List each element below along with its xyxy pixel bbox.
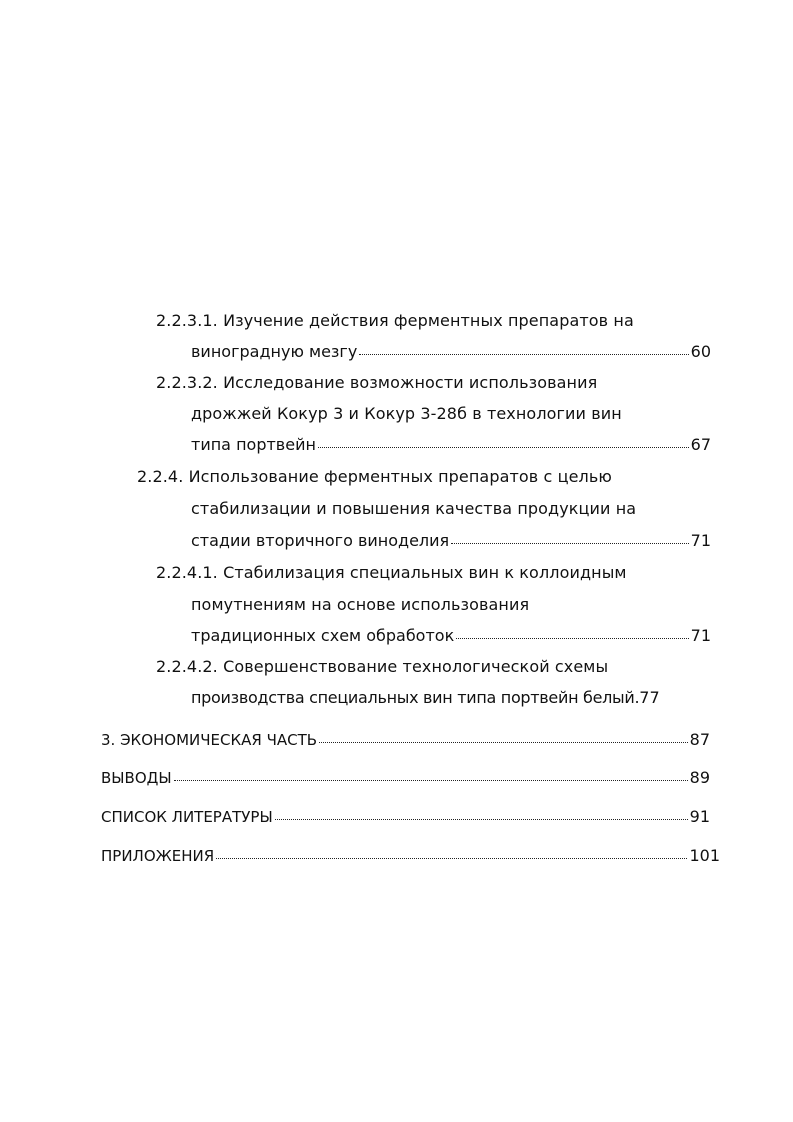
dot-leader [456, 627, 688, 641]
toc-number: 2.2.4.1. [156, 563, 218, 582]
toc-title-line: ВЫВОДЫ [101, 769, 172, 787]
dot-leader [451, 532, 688, 546]
dot-leader [216, 847, 687, 861]
dot-leader [318, 436, 689, 450]
toc-title-line: виноградную мезгу [191, 342, 358, 361]
toc-entry-last-line [101, 845, 720, 867]
toc-title-line: традиционных схем обработок [191, 626, 455, 645]
dot-leader [319, 731, 688, 745]
toc-entry-last-line [101, 767, 710, 789]
toc-title-line: типа портвейн [191, 435, 316, 454]
toc-number: 2.2.3.1. [156, 311, 218, 330]
toc-page-number: 67 [690, 435, 711, 454]
toc-entry-last-line [101, 729, 710, 751]
toc-page-number: 91 [689, 807, 710, 826]
toc-title-line: помутнениям на основе использования [191, 595, 530, 614]
toc-page-number: 89 [689, 768, 710, 787]
toc-page-number: 77 [639, 688, 660, 707]
toc-page-number: 71 [690, 531, 711, 550]
toc-page-number: 71 [690, 626, 711, 645]
toc-number: 2.2.4. [137, 467, 184, 486]
dot-leader [174, 769, 688, 783]
toc-title-line: стабилизации и повышения качества продукции на [191, 499, 637, 518]
dot-leader [359, 343, 688, 357]
toc-page-number: 87 [689, 730, 710, 749]
toc-entry-last-line [191, 625, 711, 647]
toc-title-line: 3. ЭКОНОМИЧЕСКАЯ ЧАСТЬ [101, 731, 318, 749]
toc-title-line: Совершенствование технологической схемы [223, 657, 609, 676]
toc-title-line: Использование ферментных препаратов с целью [188, 467, 612, 486]
toc-entry-number [156, 656, 608, 678]
toc-entry-last-line [191, 687, 711, 709]
toc-entry-last-line [191, 341, 711, 363]
toc-entry-number [156, 562, 627, 584]
toc-title-line: стадии вторичного виноделия [191, 531, 450, 550]
toc-title-line: Исследование возможности использования [223, 373, 598, 392]
toc-title-line: дрожжей Кокур 3 и Кокур 3-28б в технологии вин [191, 404, 622, 423]
toc-entry-last-line [191, 530, 711, 552]
toc-entry-last-line [191, 434, 711, 456]
toc-title-line: Изучение действия ферментных препаратов на [223, 311, 634, 330]
toc-entry-number [156, 372, 597, 394]
toc-title-line: СПИСОК ЛИТЕРАТУРЫ [101, 808, 273, 826]
toc-entry-last-line [101, 806, 710, 828]
toc-number: 2.2.4.2. [156, 657, 218, 676]
toc-entry-number [156, 310, 634, 332]
toc-page-number: 101 [689, 846, 720, 865]
toc-title-line: Стабилизация специальных вин к коллоидным [223, 563, 627, 582]
toc-title-line: производства специальных вин типа портвейн белый. [191, 688, 640, 707]
toc-entry-number [137, 466, 612, 488]
toc-page-number: 60 [690, 342, 711, 361]
toc-number: 2.2.3.2. [156, 373, 218, 392]
dot-leader [275, 808, 688, 822]
toc-title-line: ПРИЛОЖЕНИЯ [101, 847, 215, 865]
